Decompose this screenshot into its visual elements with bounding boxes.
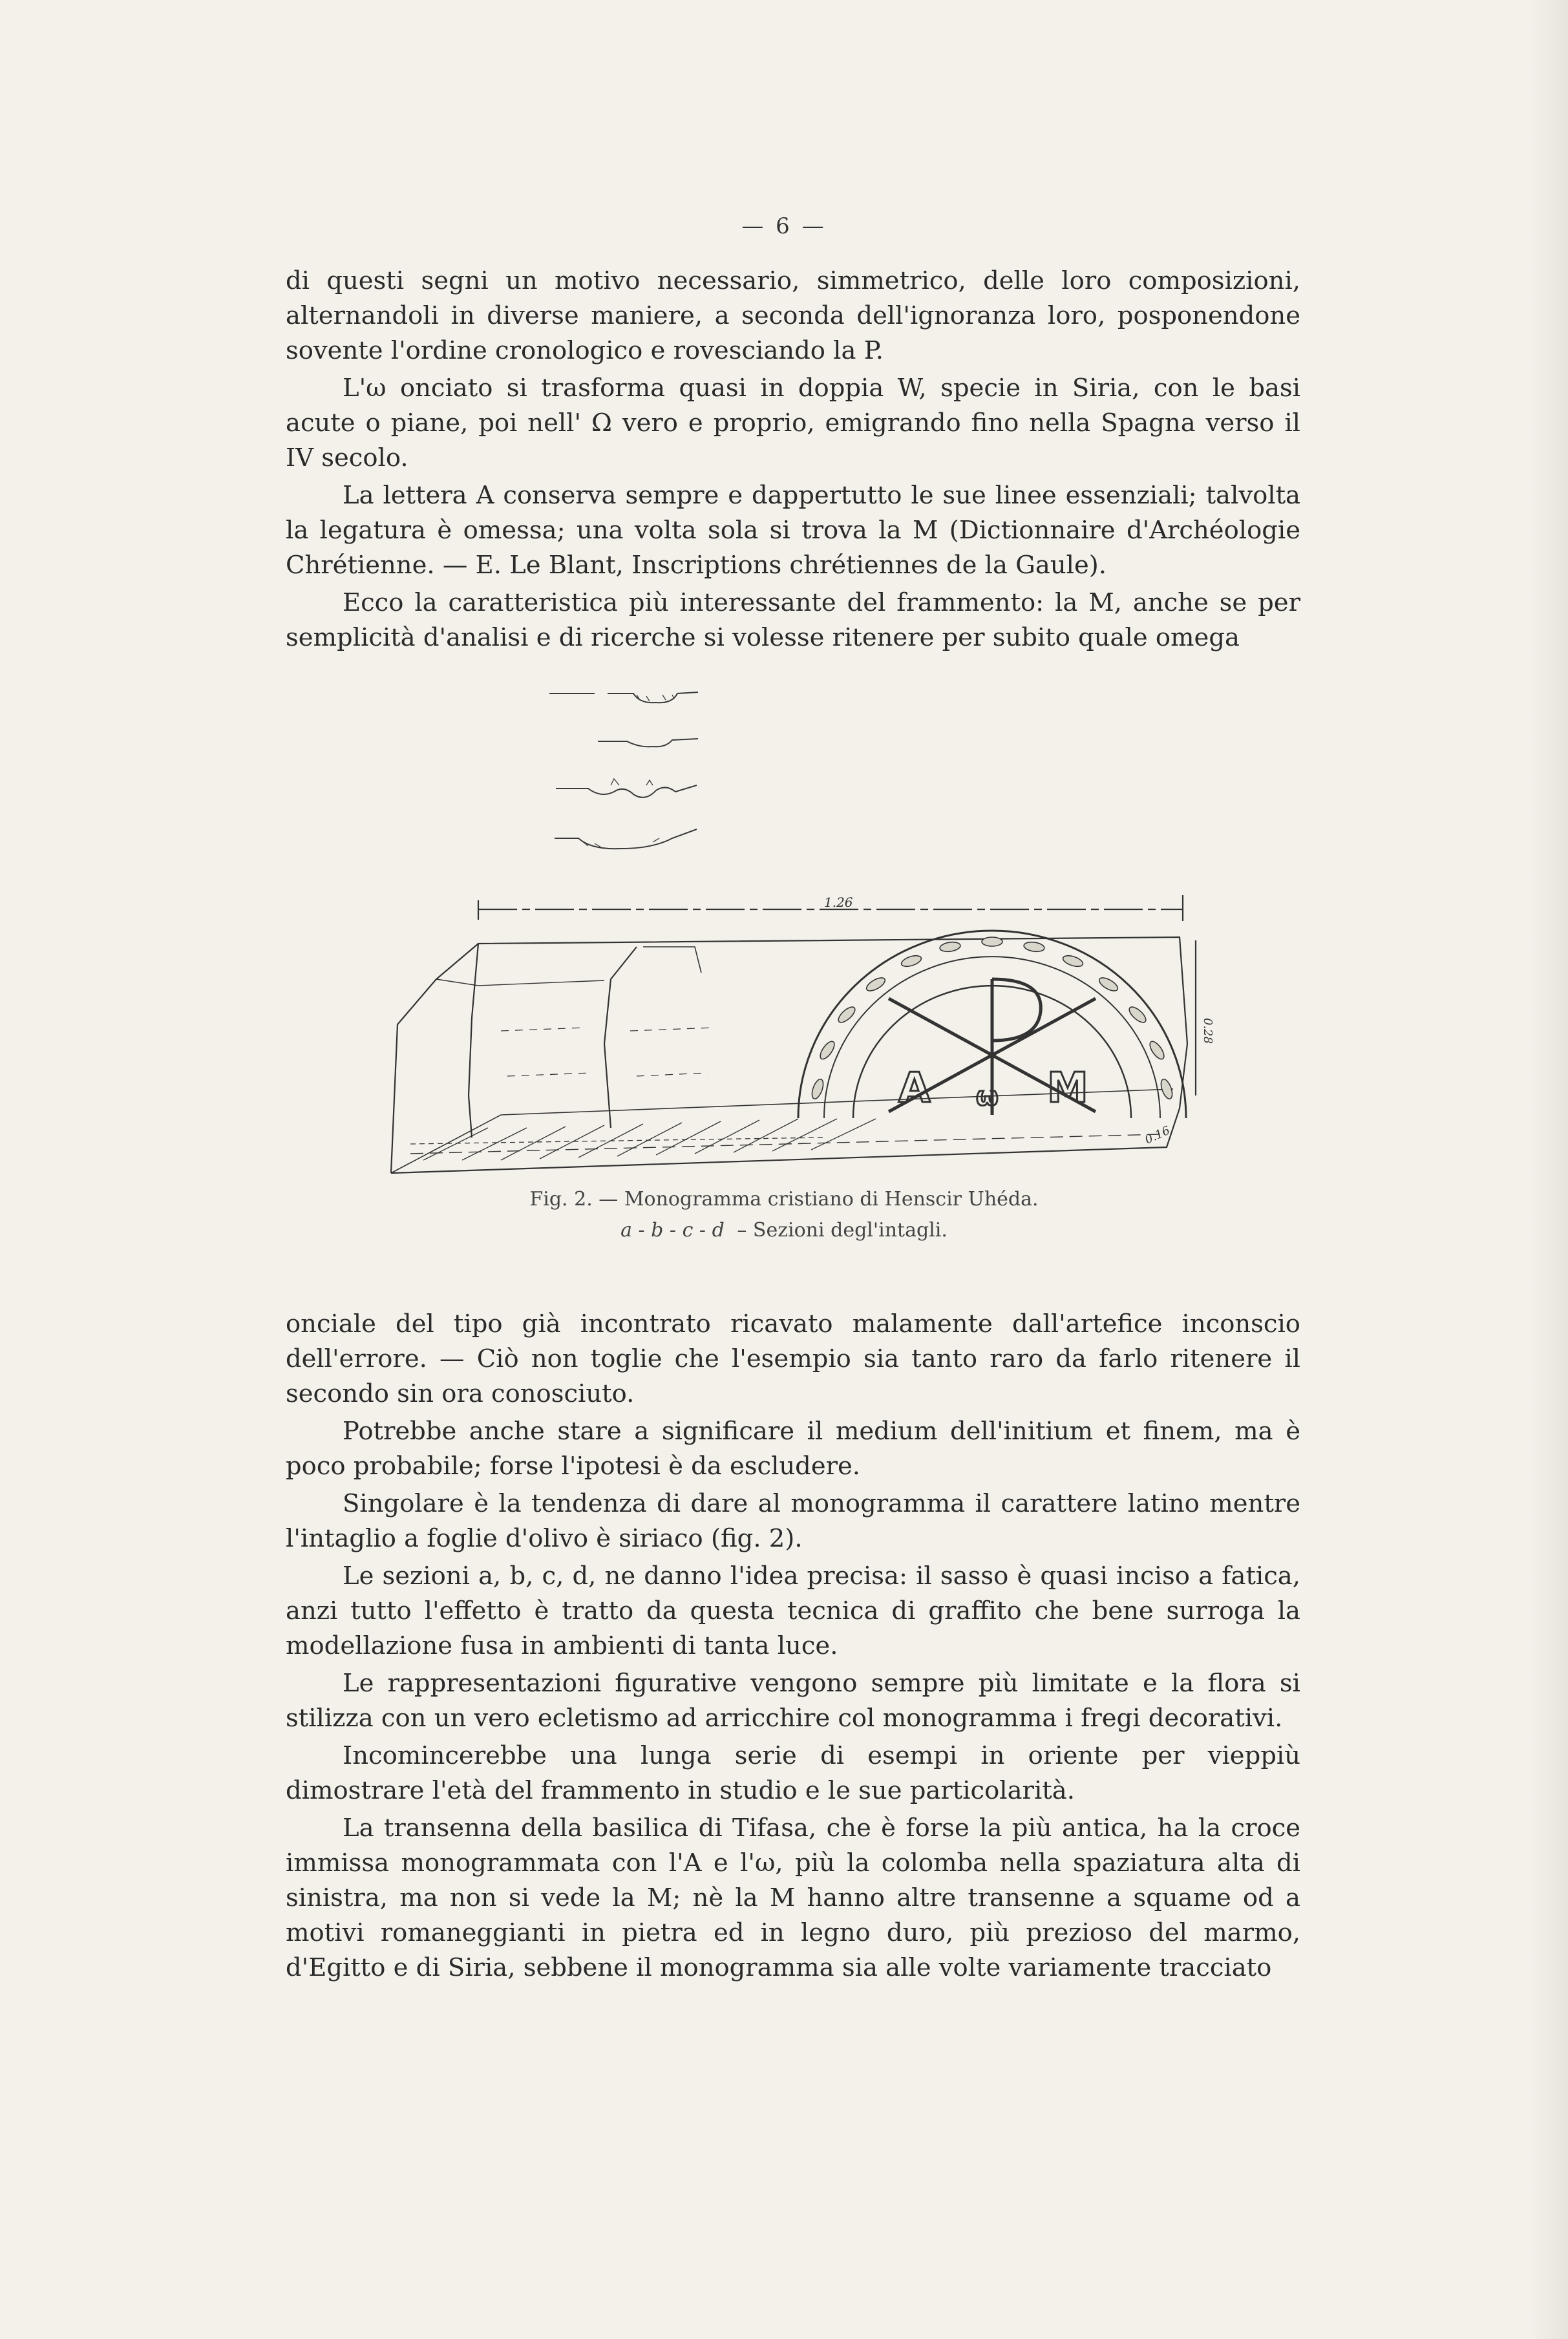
dimension-label-diagonal: 0.16 bbox=[1143, 1123, 1172, 1147]
paragraph: di questi segni un motivo necessario, simmetrico, delle loro composizioni, alternandoli in diverse maniere, a seconda dell'ignoranza loro, posponendone sovente l'ordine cronologico e rovesciando la P. bbox=[286, 266, 1300, 365]
dimension-label-top: 1.26 bbox=[824, 894, 853, 910]
section-profile-d bbox=[555, 829, 697, 849]
monogram-letter-m: M bbox=[1047, 1064, 1088, 1112]
paragraph: La transenna della basilica di Tifasa, che è forse la più antica, ha la croce immissa monogrammata con l'A e l'ω, più la colomba nella spaziatura alta di sinistra, ma non si vede la M; nè la M hanno altre transenne a squame od a motivi romaneggianti in pietra ed in legno duro, più prezioso del marmo, d'Egitto e di Siria, sebbene il monogramma sia alle volte variamente tracciato bbox=[286, 1814, 1300, 1982]
stone-base-hatching bbox=[410, 1119, 876, 1160]
lower-text-block bbox=[286, 1307, 1300, 1988]
paragraph: Potrebbe anche stare a significare il medium dell'initium et finem, ma è poco probabile; forse l'ipotesi è da escludere. bbox=[286, 1417, 1300, 1481]
paragraph: Le rappresentazioni figurative vengono sempre più limitate e la flora si stilizza con un vero ecletismo ad arricchire col monogramma i fregi decorativi. bbox=[286, 1669, 1300, 1733]
upper-text-block bbox=[286, 264, 1300, 658]
monogram-letter-omega: ω bbox=[976, 1082, 999, 1112]
dimension-label-right: 0.28 bbox=[1201, 1018, 1214, 1044]
paragraph: Singolare è la tendenza di dare al monogramma il carattere latino mentre l'intaglio a foglie d'olivo è siriaco (fig. 2). bbox=[286, 1489, 1300, 1553]
paragraph: Ecco la caratteristica più interessante del frammento: la M, anche se per semplicità d'analisi e di ricerche si volesse ritenere per subito quale omega bbox=[286, 588, 1300, 652]
paragraph: Le sezioni a, b, c, d, ne danno l'idea precisa: il sasso è quasi inciso a fatica, anzi tutto l'effetto è tratto da questa tecnica di graffito che bene surroga la modellazione fusa in ambienti di tanta luce. bbox=[286, 1561, 1300, 1660]
section-profile-b bbox=[598, 739, 698, 746]
paragraph: onciale del tipo già incontrato ricavato malamente dall'artefice inconscio dell'errore. — Ciò non toglie che l'esempio sia tanto raro da farlo ritenere il secondo sin ora conosciuto. bbox=[286, 1309, 1300, 1408]
figure-caption-sections bbox=[0, 1219, 1568, 1242]
section-profile-c bbox=[556, 779, 697, 798]
monogram-fragment-drawing bbox=[372, 882, 1218, 1176]
page-number: — 6 — bbox=[741, 213, 827, 239]
paragraph: L'ω onciato si trasforma quasi in doppia W, specie in Siria, con le basi acute o piane, poi nell' Ω vero e proprio, emigrando fino nella Spagna verso il IV secolo. bbox=[286, 374, 1300, 472]
section-profile-a bbox=[549, 692, 698, 703]
paragraph: La lettera A conserva sempre e dappertutto le sue linee essenziali; talvolta la legatura è omessa; una volta sola si trova la M (Dictionnaire d'Archéologie Chrétienne. — E. Le Blant, Inscriptions chrétiennes de la Gaule). bbox=[286, 481, 1300, 580]
figure-caption: Fig. 2. — Monogramma cristiano di Henscir Uhéda. bbox=[529, 1188, 1039, 1211]
monogram-letter-alpha: A bbox=[898, 1064, 931, 1112]
page-edge-shadow bbox=[1529, 0, 1568, 2339]
section-profiles-illustration bbox=[543, 675, 717, 863]
paragraph: Incomincerebbe una lunga serie di esempi in oriente per vieppiù dimostrare l'età del frammento in studio e le sue particolarità. bbox=[286, 1741, 1300, 1805]
figure-caption-sections-text: – Sezioni degl'intagli. bbox=[737, 1219, 948, 1242]
figure-caption-section-letters: a - b - c - d bbox=[620, 1219, 725, 1242]
stone-block-outline bbox=[391, 937, 1187, 1173]
